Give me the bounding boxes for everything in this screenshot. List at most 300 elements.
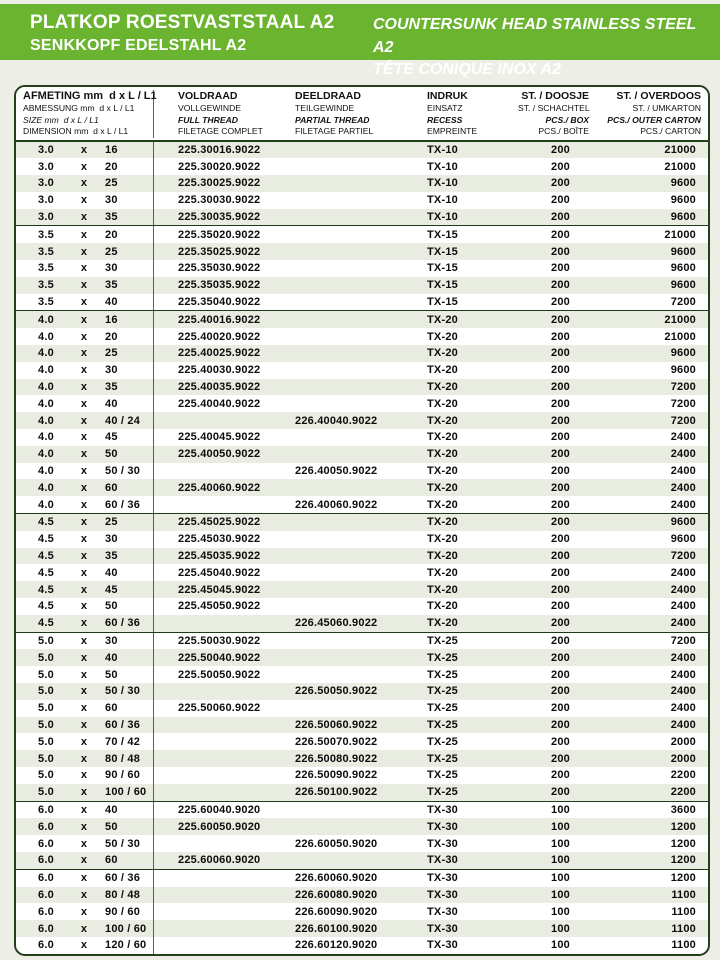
length-value: 16: [105, 143, 118, 156]
box-qty-cell: 200: [551, 516, 570, 529]
box-qty-cell: 200: [551, 583, 570, 596]
dimension-separator: x: [80, 211, 88, 224]
diameter-value: 3.5: [38, 279, 54, 292]
diameter-value: 3.5: [38, 228, 54, 241]
table-row: [16, 717, 708, 734]
size-cell: [16, 260, 154, 277]
banner-titles-left: [30, 11, 334, 57]
diameter-value: 4.0: [38, 414, 54, 427]
diameter-value: 6.0: [38, 922, 54, 935]
column-header-pcs-outer-carton: ST. / OVERDOOS ST. / UMKARTON PCS./ OUTER CARTON PCS./ CARTON: [607, 90, 701, 136]
length-value: 40: [105, 566, 118, 579]
diameter-value: 3.5: [38, 262, 54, 275]
full-thread-code-cell: 225.45035.9022: [178, 550, 261, 563]
diameter-value: 6.0: [38, 837, 54, 850]
box-qty-cell: 100: [551, 888, 570, 901]
recess-cell: TX-25: [427, 635, 458, 647]
partial-thread-code-cell: 226.60100.9020: [295, 922, 378, 935]
recess-cell: TX-15: [427, 245, 458, 258]
recess-cell: TX-20: [427, 550, 458, 563]
full-thread-code-cell: 225.35020.9022: [178, 228, 261, 241]
size-cell: [16, 479, 154, 496]
full-thread-code-cell: 225.60040.9020: [178, 803, 261, 816]
carton-qty-cell: 7200: [670, 397, 696, 410]
full-thread-code-cell: 225.30025.9022: [178, 177, 261, 190]
size-cell: [16, 666, 154, 683]
size-cell: [16, 311, 154, 328]
box-qty-cell: 200: [551, 245, 570, 258]
diameter-value: 5.0: [38, 685, 54, 698]
table-row: [16, 700, 708, 717]
table-row: [16, 887, 708, 904]
full-thread-code-cell: 225.45040.9022: [178, 566, 261, 579]
box-qty-cell: 100: [551, 854, 570, 867]
carton-qty-cell: 2400: [670, 431, 696, 444]
size-cell: [16, 175, 154, 192]
size-cell: [16, 277, 154, 294]
box-qty-cell: 200: [551, 448, 570, 461]
dimension-separator: x: [80, 296, 88, 309]
partial-thread-code-cell: 226.50100.9022: [295, 786, 378, 799]
carton-qty-cell: 21000: [664, 313, 696, 326]
recess-cell: TX-20: [427, 431, 458, 444]
diameter-value: 5.0: [38, 752, 54, 765]
diameter-value: 4.0: [38, 481, 54, 494]
size-cell: [16, 733, 154, 750]
size-cell: [16, 818, 154, 835]
length-value: 16: [105, 313, 118, 326]
size-cell: [16, 158, 154, 175]
dimension-separator: x: [80, 583, 88, 596]
length-value: 25: [105, 245, 118, 258]
box-qty-cell: 200: [551, 194, 570, 207]
box-qty-cell: 200: [551, 685, 570, 698]
box-qty-cell: 100: [551, 872, 570, 885]
size-cell: [16, 802, 154, 819]
diameter-value: 4.0: [38, 364, 54, 377]
full-thread-code-cell: 225.60060.9020: [178, 854, 261, 867]
size-cell: [16, 496, 154, 513]
size-cell: [16, 243, 154, 260]
table-row: [16, 175, 708, 192]
full-thread-code-cell: 225.35040.9022: [178, 296, 261, 309]
dimension-separator: x: [80, 752, 88, 765]
table-row: [16, 260, 708, 277]
carton-qty-cell: 2000: [670, 735, 696, 748]
partial-thread-code-cell: 226.60050.9020: [295, 837, 378, 850]
length-value: 50 / 30: [105, 837, 141, 850]
recess-cell: TX-20: [427, 364, 458, 377]
page-header-banner: [0, 4, 720, 78]
length-value: 120 / 60: [105, 939, 147, 952]
box-qty-cell: 200: [551, 498, 570, 511]
recess-cell: TX-30: [427, 905, 458, 918]
carton-qty-cell: 1100: [671, 888, 696, 901]
diameter-value: 5.0: [38, 769, 54, 782]
dimension-separator: x: [80, 228, 88, 241]
size-group: [16, 870, 708, 954]
table-row: [16, 598, 708, 615]
full-thread-code-cell: 225.35030.9022: [178, 262, 261, 275]
recess-cell: TX-25: [427, 718, 458, 731]
dimension-separator: x: [80, 786, 88, 799]
table-row: [16, 633, 708, 650]
dimension-separator: x: [80, 905, 88, 918]
size-cell: [16, 784, 154, 801]
size-cell: [16, 514, 154, 531]
carton-qty-cell: 1200: [670, 872, 696, 885]
diameter-value: 5.0: [38, 651, 54, 664]
size-cell: [16, 633, 154, 650]
recess-cell: TX-20: [427, 397, 458, 410]
table-row: [16, 379, 708, 396]
box-qty-cell: 200: [551, 279, 570, 292]
length-value: 30: [105, 194, 118, 207]
size-cell: [16, 463, 154, 480]
carton-qty-cell: 2400: [670, 498, 696, 511]
length-value: 35: [105, 211, 118, 224]
banner-titles-right: [373, 13, 720, 81]
length-value: 40: [105, 803, 118, 816]
size-cell: [16, 717, 154, 734]
recess-cell: TX-20: [427, 533, 458, 546]
box-qty-cell: 200: [551, 228, 570, 241]
partial-thread-code-cell: 226.40040.9022: [295, 414, 378, 427]
partial-thread-code-cell: 226.40060.9022: [295, 498, 378, 511]
full-thread-code-cell: 225.40025.9022: [178, 347, 261, 360]
table-row: [16, 514, 708, 531]
recess-cell: TX-10: [427, 177, 458, 190]
dimension-separator: x: [80, 651, 88, 664]
length-value: 60 / 36: [105, 498, 141, 511]
dimension-separator: x: [80, 922, 88, 935]
table-row: [16, 548, 708, 565]
dimension-separator: x: [80, 381, 88, 394]
title-dutch: PLATKOP ROESTVASTSTAAL A2: [30, 12, 335, 33]
partial-thread-code-cell: 226.40050.9022: [295, 465, 378, 478]
column-header-size: AFMETING mm d x L / L1 ABMESSUNG mm d x L / L1 SIZE mm d x L / L1 DIMENSION mm d x L / L1: [16, 90, 154, 138]
recess-cell: TX-10: [427, 160, 458, 173]
length-value: 60 / 36: [105, 718, 141, 731]
diameter-value: 4.5: [38, 617, 54, 630]
diameter-value: 4.5: [38, 566, 54, 579]
full-thread-code-cell: 225.40045.9022: [178, 431, 261, 444]
length-value: 35: [105, 381, 118, 394]
recess-cell: TX-20: [427, 414, 458, 427]
diameter-value: 5.0: [38, 735, 54, 748]
partial-thread-code-cell: 226.50060.9022: [295, 718, 378, 731]
dimension-separator: x: [80, 566, 88, 579]
size-cell: [16, 581, 154, 598]
dimension-separator: x: [80, 498, 88, 511]
size-cell: [16, 192, 154, 209]
table-row: [16, 479, 708, 496]
size-cell: [16, 328, 154, 345]
recess-cell: TX-30: [427, 939, 458, 952]
carton-qty-cell: 7200: [670, 414, 696, 427]
box-qty-cell: 200: [551, 364, 570, 377]
box-qty-cell: 100: [551, 905, 570, 918]
dimension-separator: x: [80, 820, 88, 833]
recess-cell: TX-20: [427, 330, 458, 343]
box-qty-cell: 200: [551, 668, 570, 681]
dimension-separator: x: [80, 939, 88, 952]
dimension-separator: x: [80, 397, 88, 410]
recess-cell: TX-25: [427, 685, 458, 698]
recess-cell: TX-30: [427, 854, 458, 867]
dimension-separator: x: [80, 431, 88, 444]
carton-qty-cell: 2000: [670, 752, 696, 765]
box-qty-cell: 200: [551, 600, 570, 613]
carton-qty-cell: 1100: [671, 905, 696, 918]
length-value: 30: [105, 262, 118, 275]
recess-cell: TX-30: [427, 922, 458, 935]
box-qty-cell: 200: [551, 313, 570, 326]
recess-cell: TX-20: [427, 516, 458, 529]
dimension-separator: x: [80, 160, 88, 173]
dimension-separator: x: [80, 600, 88, 613]
box-qty-cell: 100: [551, 803, 570, 816]
recess-cell: TX-30: [427, 837, 458, 850]
dimension-separator: x: [80, 516, 88, 529]
table-row: [16, 429, 708, 446]
length-value: 25: [105, 177, 118, 190]
full-thread-code-cell: 225.30030.9022: [178, 194, 261, 207]
dimension-separator: x: [80, 414, 88, 427]
table-row: [16, 395, 708, 412]
table-row: [16, 581, 708, 598]
carton-qty-cell: 9600: [670, 279, 696, 292]
box-qty-cell: 200: [551, 330, 570, 343]
dimension-separator: x: [80, 262, 88, 275]
dimension-separator: x: [80, 245, 88, 258]
table-row: [16, 226, 708, 243]
table-row: [16, 531, 708, 548]
box-qty-cell: 200: [551, 177, 570, 190]
recess-cell: TX-30: [427, 888, 458, 901]
box-qty-cell: 200: [551, 347, 570, 360]
size-cell: [16, 920, 154, 937]
carton-qty-cell: 2400: [670, 583, 696, 596]
size-group: [16, 142, 708, 227]
recess-cell: TX-25: [427, 651, 458, 664]
box-qty-cell: 200: [551, 533, 570, 546]
size-cell: [16, 345, 154, 362]
carton-qty-cell: 1200: [670, 820, 696, 833]
title-german: SENKKOPF EDELSTAHL A2: [30, 37, 247, 54]
length-value: 70 / 42: [105, 735, 141, 748]
size-cell: [16, 548, 154, 565]
carton-qty-cell: 21000: [664, 160, 696, 173]
diameter-value: 3.5: [38, 245, 54, 258]
carton-qty-cell: 9600: [670, 347, 696, 360]
box-qty-cell: 200: [551, 702, 570, 715]
diameter-value: 3.0: [38, 211, 54, 224]
box-qty-cell: 200: [551, 786, 570, 799]
table-row: [16, 209, 708, 226]
length-value: 30: [105, 364, 118, 377]
recess-cell: TX-25: [427, 752, 458, 765]
full-thread-code-cell: 225.60050.9020: [178, 820, 261, 833]
table-row: [16, 615, 708, 632]
size-group: [16, 514, 708, 633]
recess-cell: TX-20: [427, 465, 458, 478]
full-thread-code-cell: 225.40050.9022: [178, 448, 261, 461]
dimension-separator: x: [80, 330, 88, 343]
length-value: 40: [105, 651, 118, 664]
box-qty-cell: 200: [551, 414, 570, 427]
table-row: [16, 446, 708, 463]
box-qty-cell: 100: [551, 820, 570, 833]
table-row: [16, 192, 708, 209]
carton-qty-cell: 1100: [671, 939, 696, 952]
carton-qty-cell: 7200: [670, 381, 696, 394]
carton-qty-cell: 2400: [670, 651, 696, 664]
diameter-value: 5.0: [38, 786, 54, 799]
carton-qty-cell: 9600: [670, 194, 696, 207]
table-row: [16, 767, 708, 784]
full-thread-code-cell: 225.30016.9022: [178, 143, 261, 156]
size-cell: [16, 446, 154, 463]
dimension-separator: x: [80, 448, 88, 461]
length-value: 50: [105, 448, 118, 461]
diameter-value: 3.0: [38, 177, 54, 190]
full-thread-code-cell: 225.50030.9022: [178, 635, 261, 647]
size-group: [16, 311, 708, 514]
carton-qty-cell: 7200: [670, 635, 696, 647]
table-row: [16, 294, 708, 311]
dimension-separator: x: [80, 769, 88, 782]
size-cell: [16, 429, 154, 446]
length-value: 80 / 48: [105, 752, 141, 765]
diameter-value: 4.0: [38, 448, 54, 461]
diameter-value: 4.0: [38, 397, 54, 410]
length-value: 50 / 30: [105, 685, 141, 698]
table-header-row: [16, 87, 708, 142]
dimension-separator: x: [80, 888, 88, 901]
title-french: TÊTE CONIQUE INOX A2: [373, 61, 561, 78]
size-cell: [16, 887, 154, 904]
dimension-separator: x: [80, 143, 88, 156]
diameter-value: 4.0: [38, 465, 54, 478]
carton-qty-cell: 7200: [670, 296, 696, 309]
dimension-separator: x: [80, 854, 88, 867]
recess-cell: TX-15: [427, 296, 458, 309]
carton-qty-cell: 2400: [670, 718, 696, 731]
table-row: [16, 412, 708, 429]
carton-qty-cell: 2200: [670, 769, 696, 782]
carton-qty-cell: 9600: [670, 516, 696, 529]
box-qty-cell: 200: [551, 262, 570, 275]
table-row: [16, 666, 708, 683]
carton-qty-cell: 9600: [670, 262, 696, 275]
box-qty-cell: 200: [551, 465, 570, 478]
full-thread-code-cell: 225.40030.9022: [178, 364, 261, 377]
carton-qty-cell: 21000: [664, 143, 696, 156]
length-value: 30: [105, 635, 118, 647]
diameter-value: 4.0: [38, 330, 54, 343]
table-row: [16, 852, 708, 869]
dimension-separator: x: [80, 279, 88, 292]
size-cell: [16, 683, 154, 700]
dimension-separator: x: [80, 735, 88, 748]
size-cell: [16, 142, 154, 159]
size-cell: [16, 700, 154, 717]
size-cell: [16, 412, 154, 429]
table-body: [16, 142, 708, 954]
full-thread-code-cell: 225.45030.9022: [178, 533, 261, 546]
carton-qty-cell: 2400: [670, 600, 696, 613]
table-row: [16, 362, 708, 379]
length-value: 20: [105, 160, 118, 173]
size-cell: [16, 294, 154, 311]
table-row: [16, 903, 708, 920]
carton-qty-cell: 21000: [664, 228, 696, 241]
full-thread-code-cell: 225.40016.9022: [178, 313, 261, 326]
box-qty-cell: 200: [551, 381, 570, 394]
table-row: [16, 733, 708, 750]
size-cell: [16, 226, 154, 243]
carton-qty-cell: 9600: [670, 177, 696, 190]
table-row: [16, 818, 708, 835]
carton-qty-cell: 9600: [670, 364, 696, 377]
table-row: [16, 328, 708, 345]
diameter-value: 5.0: [38, 702, 54, 715]
recess-cell: TX-25: [427, 786, 458, 799]
length-value: 45: [105, 431, 118, 444]
length-value: 100 / 60: [105, 786, 147, 799]
length-value: 60: [105, 854, 118, 867]
full-thread-code-cell: 225.35035.9022: [178, 279, 261, 292]
full-thread-code-cell: 225.40020.9022: [178, 330, 261, 343]
size-cell: [16, 209, 154, 226]
size-cell: [16, 531, 154, 548]
diameter-value: 4.5: [38, 600, 54, 613]
carton-qty-cell: 2400: [670, 685, 696, 698]
table-row: [16, 937, 708, 954]
box-qty-cell: 100: [551, 922, 570, 935]
diameter-value: 4.0: [38, 347, 54, 360]
dimension-separator: x: [80, 364, 88, 377]
diameter-value: 6.0: [38, 905, 54, 918]
diameter-value: 6.0: [38, 803, 54, 816]
recess-cell: TX-20: [427, 583, 458, 596]
box-qty-cell: 100: [551, 939, 570, 952]
diameter-value: 6.0: [38, 854, 54, 867]
partial-thread-code-cell: 226.60120.9020: [295, 939, 378, 952]
diameter-value: 5.0: [38, 718, 54, 731]
diameter-value: 6.0: [38, 888, 54, 901]
dimension-separator: x: [80, 635, 88, 647]
size-cell: [16, 870, 154, 887]
dimension-separator: x: [80, 465, 88, 478]
full-thread-code-cell: 225.50050.9022: [178, 668, 261, 681]
size-cell: [16, 395, 154, 412]
diameter-value: 3.0: [38, 160, 54, 173]
carton-qty-cell: 9600: [670, 533, 696, 546]
full-thread-code-cell: 225.40035.9022: [178, 381, 261, 394]
product-table: [14, 85, 710, 956]
table-row: [16, 142, 708, 159]
size-cell: [16, 615, 154, 632]
size-cell: [16, 362, 154, 379]
full-thread-code-cell: 225.45045.9022: [178, 583, 261, 596]
dimension-separator: x: [80, 837, 88, 850]
table-row: [16, 463, 708, 480]
diameter-value: 5.0: [38, 635, 54, 647]
recess-cell: TX-20: [427, 313, 458, 326]
dimension-separator: x: [80, 702, 88, 715]
